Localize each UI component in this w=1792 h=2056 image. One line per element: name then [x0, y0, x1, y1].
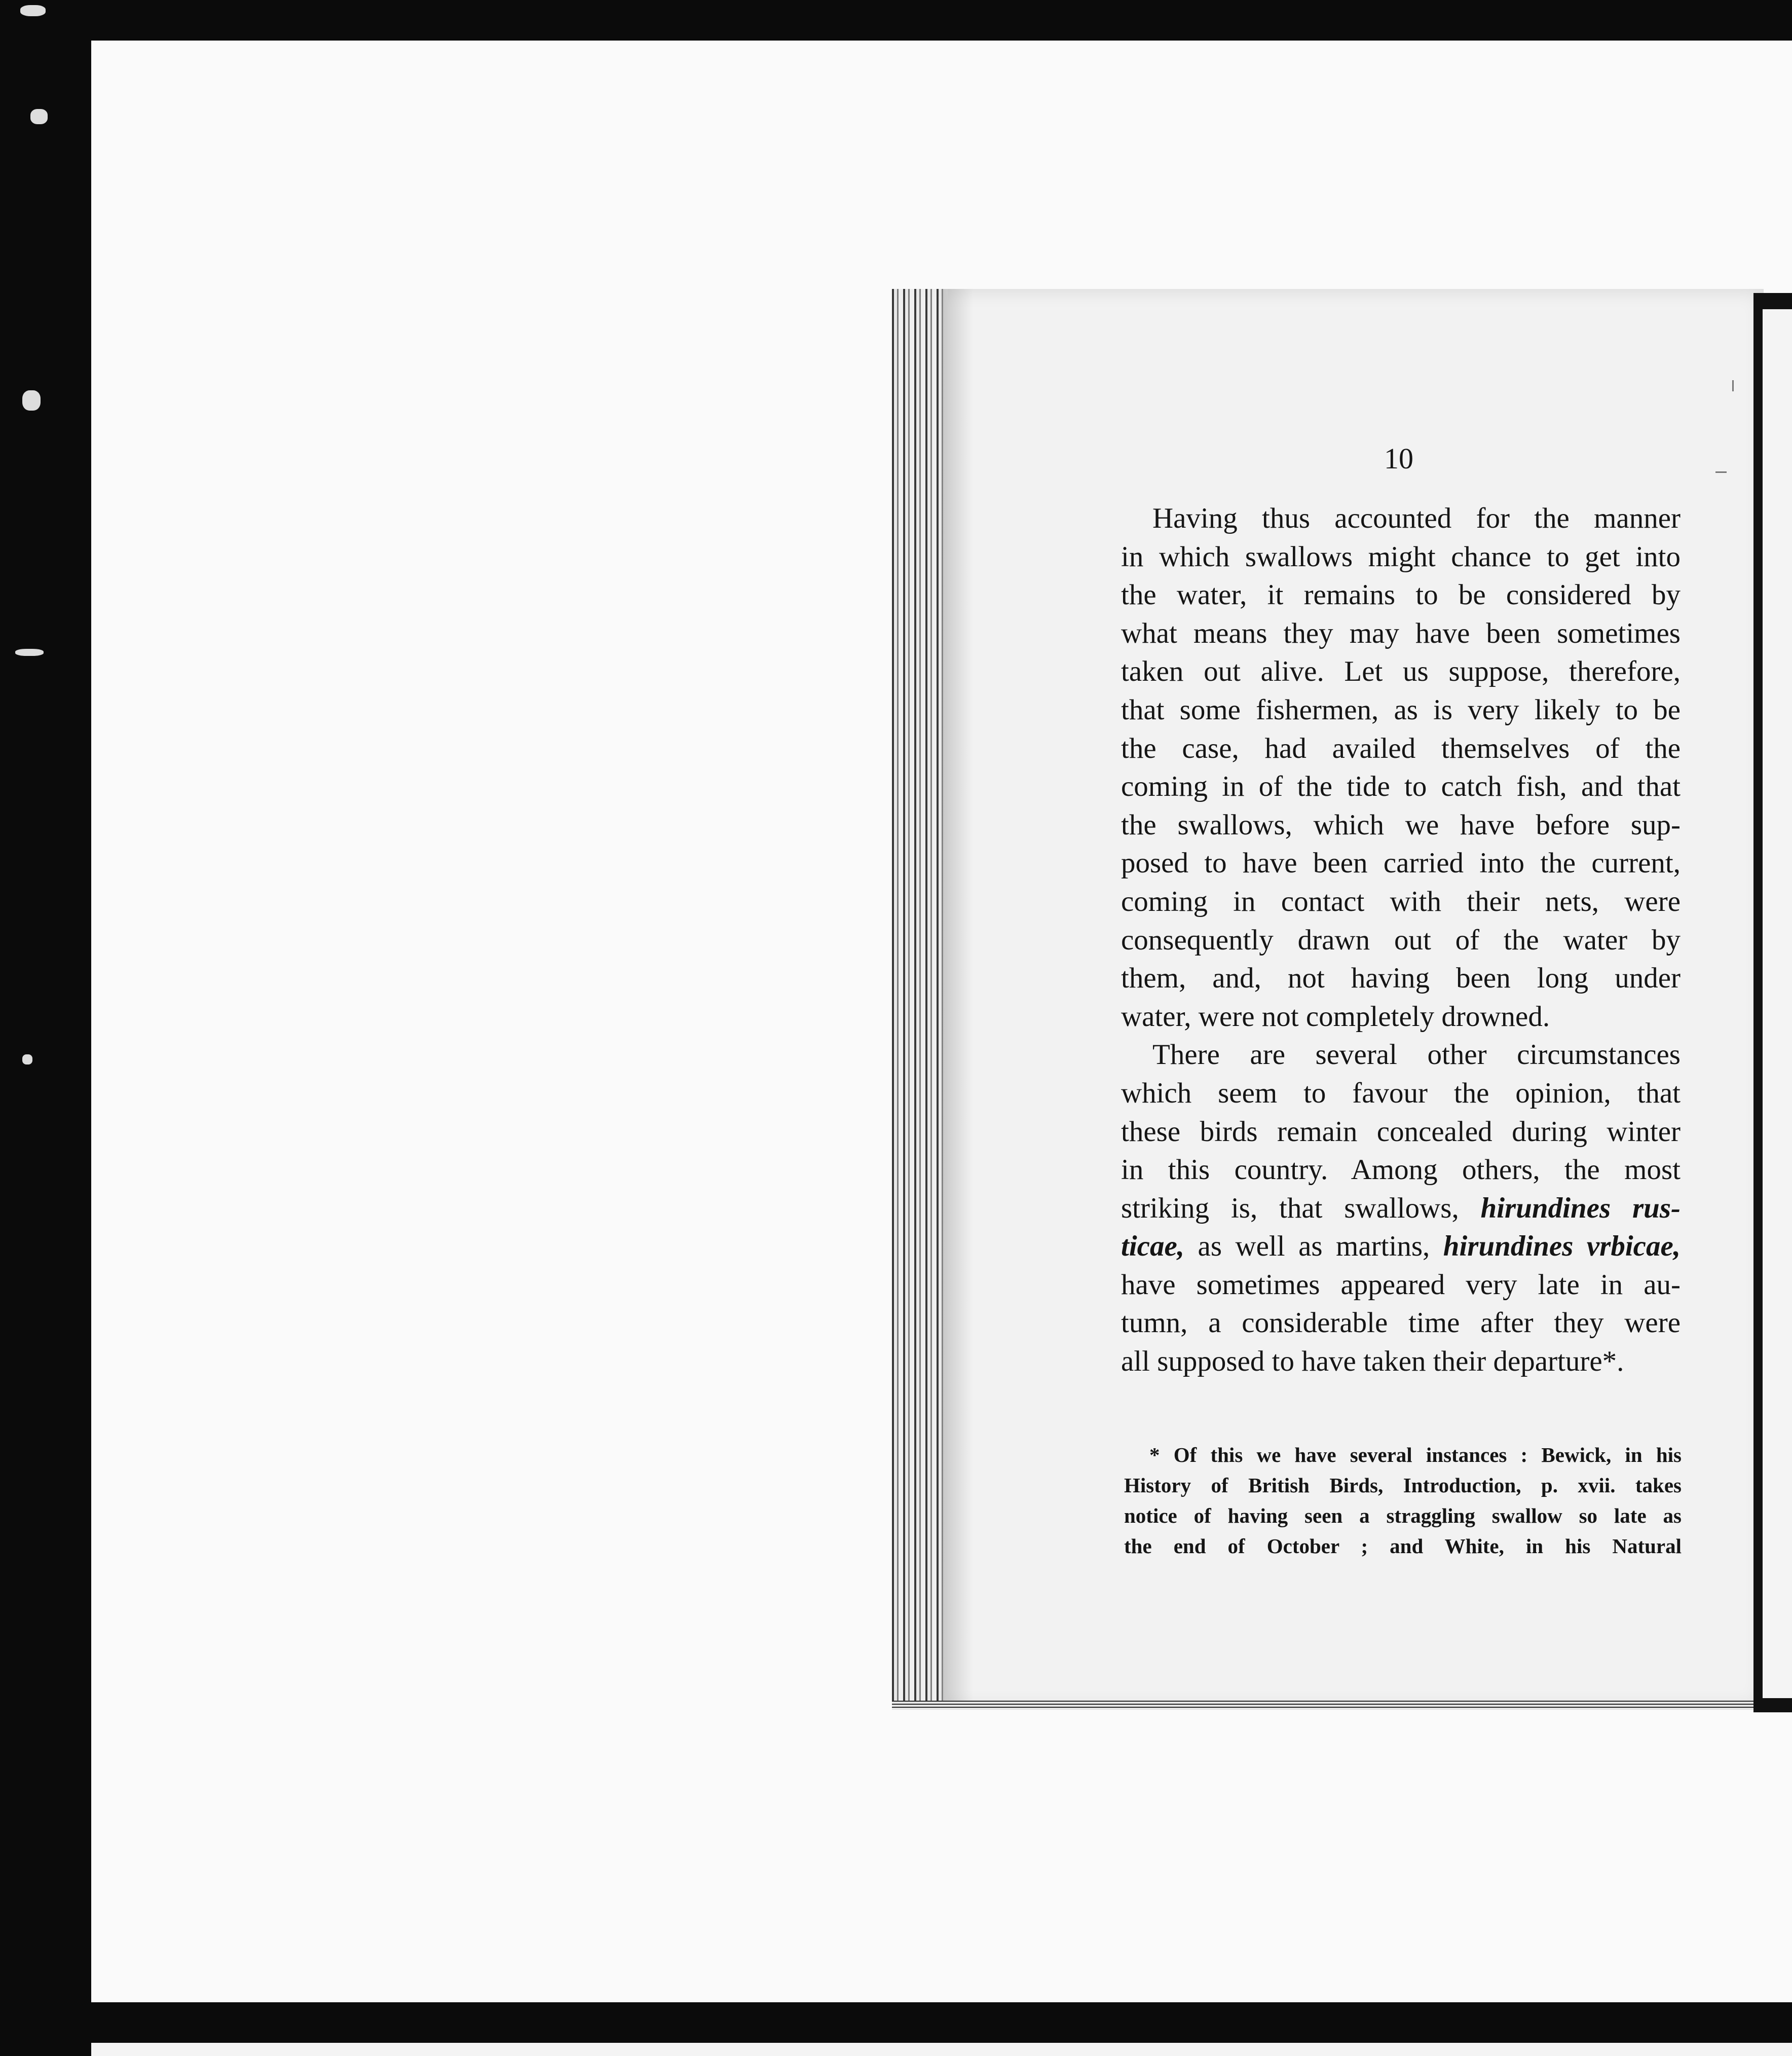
text-line: There are several other circumstances	[1152, 1039, 1681, 1071]
margin-mark	[1732, 380, 1734, 391]
footnote-line: the end of October ; and White, in his Natural	[1124, 1534, 1682, 1558]
page-bottom-edge	[892, 1701, 1764, 1710]
text-line: all supposed to have taken their departure*.	[1121, 1345, 1624, 1378]
text-line: in which swallows might chance to get into	[1121, 540, 1681, 573]
text-line: taken out alive. Let us suppose, therefore,	[1121, 655, 1681, 688]
facing-page-strip	[1763, 309, 1792, 1698]
film-speck	[15, 649, 44, 656]
text-line: tumn, a considerable time after they were	[1121, 1307, 1681, 1339]
text-line	[1121, 1227, 1681, 1266]
text-line: which seem to favour the opinion, that	[1121, 1077, 1681, 1109]
film-speck	[22, 1054, 32, 1064]
next-film-frame	[91, 2043, 1792, 2056]
page-gutter	[892, 289, 948, 1708]
latin-name: ticae,	[1121, 1230, 1185, 1263]
margin-mark	[1715, 471, 1727, 473]
latin-name: hirundines vrbicae,	[1443, 1230, 1681, 1263]
film-speck	[30, 109, 48, 124]
text-line: the case, had availed themselves of the	[1121, 732, 1681, 764]
text-line: coming in of the tide to catch fish, and that	[1121, 770, 1681, 803]
text-line: that some fishermen, as is very likely to be	[1121, 693, 1681, 726]
text-line: posed to have been carried into the current,	[1121, 847, 1681, 879]
footnote-line: History of British Birds, Introduction, p. xvii. takes	[1124, 1474, 1682, 1497]
text-line: Having thus accounted for the manner	[1152, 502, 1681, 534]
text-run: as well as martins,	[1198, 1230, 1430, 1263]
footnote-line: * Of this we have several instances : Bewick, in his	[1149, 1443, 1682, 1466]
latin-name: hirundines rus-	[1480, 1192, 1681, 1224]
text-line: in this country. Among others, the most	[1121, 1154, 1681, 1186]
film-speck	[20, 5, 46, 16]
text-line	[1121, 1189, 1681, 1228]
text-line: what means they may have been sometimes	[1121, 617, 1681, 649]
film-speck	[22, 390, 41, 411]
footnote	[1124, 1440, 1682, 1561]
text-line: them, and, not having been long under	[1121, 962, 1681, 995]
text-run: striking is, that swallows,	[1121, 1192, 1459, 1224]
text-line: the swallows, which we have before sup-	[1121, 809, 1681, 841]
text-line: coming in contact with their nets, were	[1121, 885, 1681, 917]
gutter-shadow	[943, 289, 973, 1708]
text-line: these birds remain concealed during winter	[1121, 1115, 1681, 1148]
footnote-line: notice of having seen a straggling swallow so late as	[1124, 1504, 1682, 1527]
page-number: 10	[1384, 442, 1413, 475]
page-body	[1121, 499, 1681, 1381]
text-line: the water, it remains to be considered by	[1121, 579, 1681, 611]
text-line: have sometimes appeared very late in au-	[1121, 1268, 1681, 1301]
text-line: water, were not completely drowned.	[1121, 1000, 1550, 1033]
text-line: consequently drawn out of the water by	[1121, 924, 1681, 956]
